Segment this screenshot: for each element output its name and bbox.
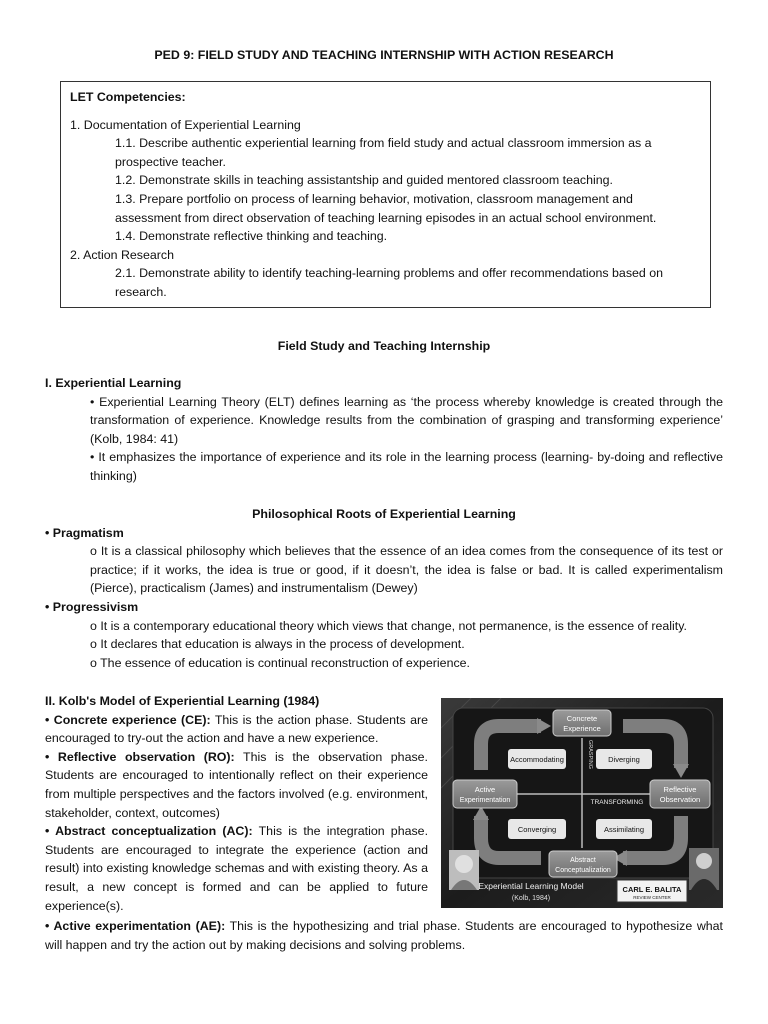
competencies-heading: LET Competencies: [70,90,186,104]
abstract-label-1: Abstract [570,857,596,864]
experiential-learning-section [45,374,723,486]
kolb-ac [45,822,428,915]
progressivism-item: o It declares that education is always in the process of development. [90,637,465,652]
reflective-label-2: Observation [659,795,701,804]
logo-text: CARL E. BALITA [622,885,682,894]
progressivism-label: • Progressivism [45,599,139,614]
ac-text: This is the integration phase. Students are encouraged to integrate the experience (action and result) into existing knowledge schemas and with existing theory. As a result, a new concept is formed and can be applied to future experience(s). [45,824,429,913]
diverging-label: Diverging [608,755,640,764]
progressivism-item: o The essence of education is continual reconstruction of experience. [90,655,470,670]
kolb-ae [45,917,723,954]
experiential-bullet: • It emphasizes the importance of experience and its role in the learning process (learning- by-doing and reflective thinking) [90,450,723,483]
section-title-block [45,337,723,356]
competency-item: 1. Documentation of Experiential Learning [70,117,301,132]
section-title: Field Study and Teaching Internship [277,339,491,353]
active-label-1: Active [474,785,496,794]
transforming-label: TRANSFORMING [590,799,644,806]
kolb-heading: II. Kolb's Model of Experiential Learning (1984) [45,694,320,708]
kolb-model-figure [441,698,723,908]
kolb-ro [45,748,428,822]
competency-item: 1.4. Demonstrate reflective thinking and teaching. [115,229,388,244]
reflective-label-1: Reflective [663,785,697,794]
competencies-box [60,81,711,308]
grasping-label: GRASPING [587,740,593,770]
competency-item: 1.2. Demonstrate skills in teaching assistantship and guided mentored classroom teaching. [115,173,613,188]
philosophical-roots-section [45,505,723,672]
figure-caption-1: Experiential Learning Model [478,881,584,891]
portrait-left [449,850,479,890]
ae-label: • Active experimentation (AE): [45,919,226,933]
progressivism-item: o It is a contemporary educational theory which views that change, not permanence, is the essence of reality. [90,618,687,633]
roots-heading: Philosophical Roots of Experiential Learning [252,507,516,521]
portrait-right [689,848,719,890]
active-label-2: Experimentation [459,797,511,804]
ce-label: • Concrete experience (CE): [45,712,211,727]
logo-subtext: REVIEW CENTER [633,895,671,900]
review-center-logo [617,880,687,902]
competency-item: 1.1. Describe authentic experiential learning from field study and actual classroom immersion as a prospective teacher. [115,136,652,169]
competency-item: 2.1. Demonstrate ability to identify teaching-learning problems and offer recommendations based on research. [115,266,664,299]
converging-label: Converging [517,825,557,834]
figure-caption-2: (Kolb, 1984) [511,895,551,902]
accommodating-label: Accommodating [510,755,564,764]
ac-label: • Abstract conceptualization (AC): [45,824,253,839]
concrete-label-1: Concrete [566,714,598,723]
experiential-bullet: • Experiential Learning Theory (ELT) defines learning as ‘the process whereby knowledge is created through the transformation of experience. Knowledge results from the combination of grasping and transforming experience’ (Kolb, 1984: 41) [90,394,723,446]
competency-item: 1.3. Prepare portfolio on process of learning behavior, motivation, classroom management and assessment from direct observation of teaching learning episodes in an actual school environment. [115,191,657,225]
assimilating-label: Assimilating [603,825,645,834]
experiential-heading: I. Experiential Learning [45,376,182,390]
pragmatism-item: o It is a classical philosophy which believes that the essence of an idea comes from the consequence of its test or practice; if it works, the idea is true or good, if it doesn’t, the idea is false or bad. It is called experimentalism (Pierce), practicalism (James) and instrumentalism (Dewey) [90,544,723,596]
competency-item: 2. Action Research [70,247,175,262]
kolb-model-section [45,692,428,915]
ae-text: This is the hypothesizing and trial phase. Students are encouraged to hypothesize what will happen and try the action out by making decisions and solving problems. [45,919,723,952]
abstract-label-2: Conceptualization [555,867,611,874]
document-title: PED 9: FIELD STUDY AND TEACHING INTERNSHIP WITH ACTION RESEARCH [154,48,614,62]
concrete-label-2: Experience [563,724,601,733]
ce-text: This is the action phase. Students are encouraged to try-out the action and have a new experience. [45,712,428,746]
pragmatism-label: • Pragmatism [45,525,124,540]
ro-label: • Reflective observation (RO): [45,749,235,764]
ro-text: This is the observation phase. Students are encouraged to intentionally reflect on their experience from multiple perspectives and the factors involved (e.g. environment, stakeholder, context, outcomes) [45,749,428,820]
kolb-ce [45,711,428,748]
kolb-cycle-diagram [441,698,723,908]
